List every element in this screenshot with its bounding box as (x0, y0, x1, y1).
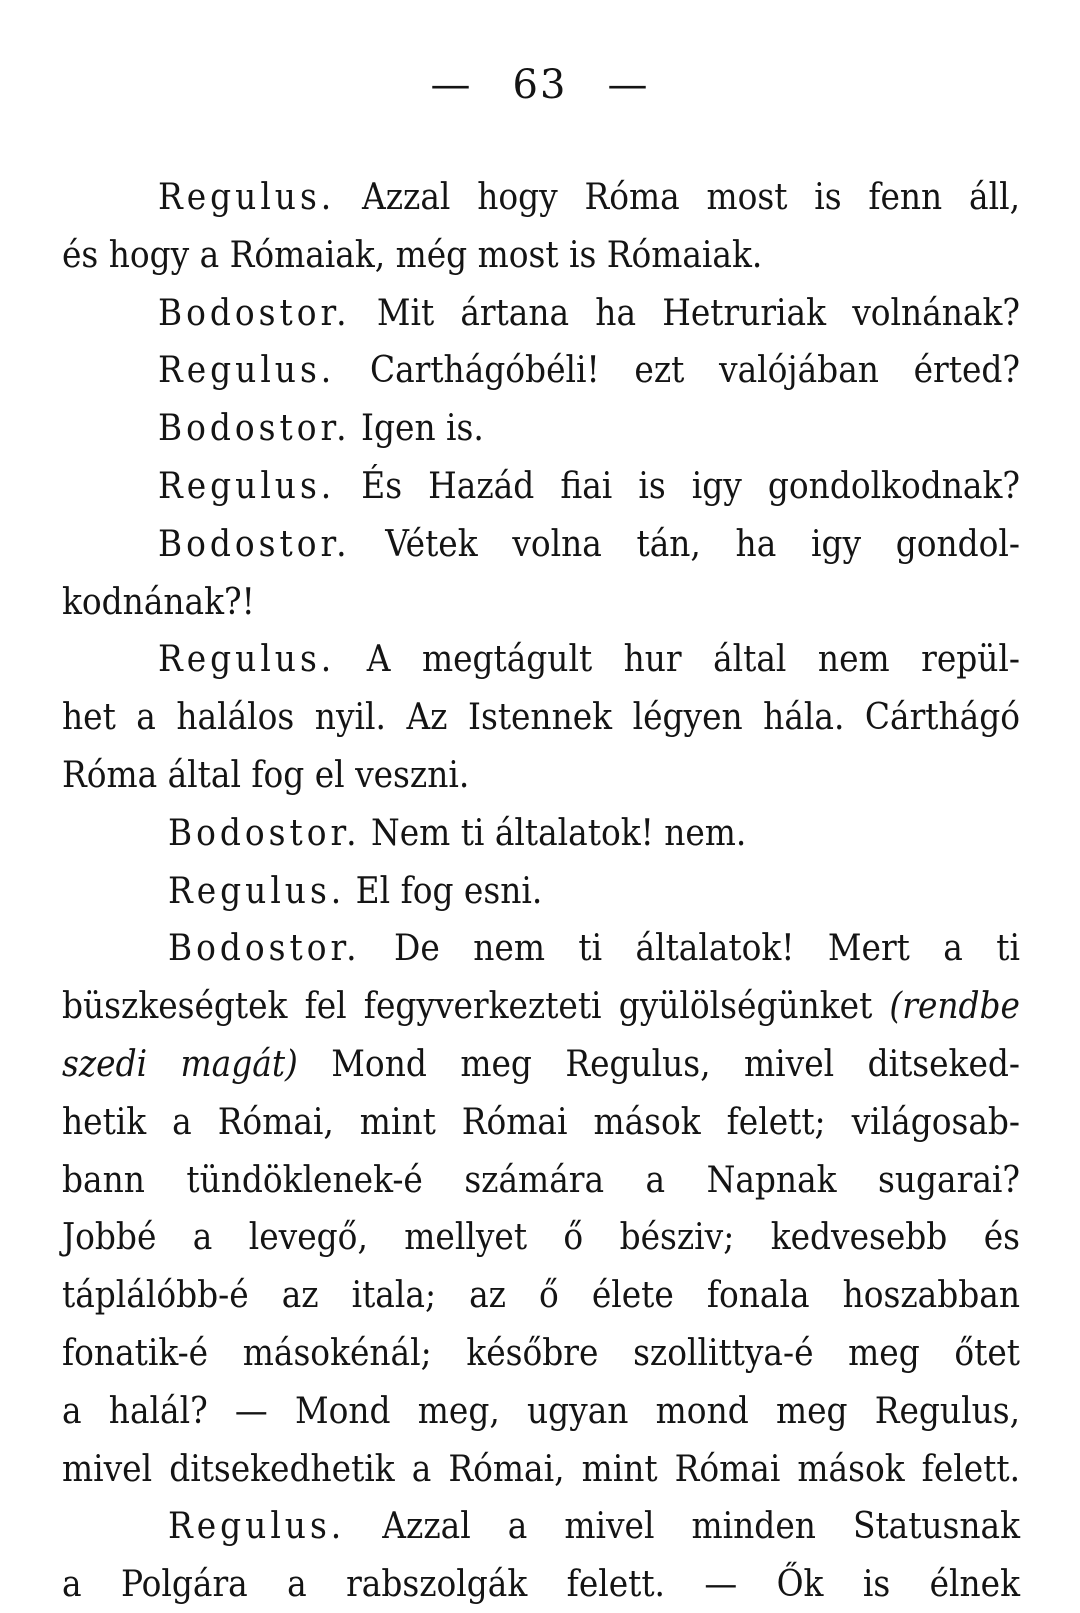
stage-direction: (rendbe (889, 984, 1020, 1028)
line-text: hetik a Római, mint Római mások felett; világosab- (62, 1099, 1020, 1143)
line-text: Róma által fog el veszni. (62, 752, 470, 796)
line-text: fonatik-é másokénál; későbre szollittya-é meg őtet (62, 1330, 1020, 1374)
line-text: Azzal a mivel minden Statusnak (382, 1504, 1020, 1548)
speaker-name: Regulus. (158, 637, 336, 681)
line-text: El fog esni. (355, 868, 543, 912)
text-line (62, 457, 1020, 515)
text-line (62, 1497, 1020, 1555)
line-text: Azzal hogy Róma most is fenn áll, (362, 175, 1020, 218)
text-line (62, 862, 1020, 920)
text-line (62, 515, 1020, 573)
text-line (62, 1555, 1020, 1613)
speaker-name: Bodostor. (168, 810, 361, 854)
line-text: De nem ti általatok! Mert a ti (394, 926, 1020, 970)
line-text: Mond meg Regulus, mivel ditseked- (331, 1041, 1020, 1085)
line-text: Igen is. (361, 406, 484, 450)
text-line (62, 573, 1020, 631)
line-text: bann tündöklenek-é számára a Napnak sugarai? (62, 1157, 1020, 1201)
page-number: 63 (512, 62, 568, 108)
header-dash-left: — (430, 62, 473, 108)
text-line (62, 1208, 1020, 1266)
speaker-name: Regulus. (158, 348, 336, 392)
text-line (62, 399, 1020, 457)
text-line (62, 226, 1020, 284)
line-text: És Hazád fiai is igy gondolkodnak? (361, 463, 1020, 507)
speaker-name: Regulus. (158, 175, 336, 218)
text-line (62, 977, 1020, 1035)
speaker-name: Bodostor. (158, 406, 351, 450)
dialogue-text (62, 168, 1020, 1613)
speaker-name: Bodostor. (168, 926, 361, 970)
line-text: Jobbé a levegő, mellyet ő bésziv; kedvesebb és (62, 1215, 1020, 1259)
line-text: het a halálos nyil. Az Istennek légyen hála. Cárthágó (62, 695, 1020, 739)
line-text: Mit ártana ha Hetruriak volnának? (376, 290, 1020, 334)
text-line (62, 1266, 1020, 1324)
speaker-name: Bodostor. (158, 521, 351, 565)
line-text: Nem ti általatok! nem. (371, 810, 747, 854)
speaker-name: Bodostor. (158, 290, 351, 334)
speaker-name: Regulus. (168, 1504, 346, 1548)
line-text: kodnának?! (62, 579, 255, 623)
line-text: táplálóbb-é az itala; az ő élete fonala hoszabban (62, 1273, 1020, 1317)
text-line (62, 630, 1020, 688)
line-text: a Polgára a rabszolgák felett. — Ők is élnek (62, 1562, 1020, 1606)
text-line (62, 1093, 1020, 1151)
line-text: A megtágult hur által nem repül- (366, 637, 1020, 681)
header-dash-right: — (607, 62, 650, 108)
text-line (62, 688, 1020, 746)
text-line (62, 168, 1020, 226)
line-text: és hogy a Rómaiak, még most is Rómaiak. (62, 232, 763, 276)
text-line (62, 746, 1020, 804)
line-text: Vétek volna tán, ha igy gondol- (385, 521, 1021, 565)
stage-direction: szedi magát) (62, 1041, 298, 1085)
text-line (62, 804, 1020, 862)
text-line (62, 1035, 1020, 1093)
text-line (62, 1324, 1020, 1382)
line-text: a halál? — Mond meg, ugyan mond meg Regulus, (62, 1388, 1020, 1432)
speaker-name: Regulus. (168, 868, 346, 912)
speaker-name: Regulus. (158, 463, 336, 507)
line-text: mivel ditsekedhetik a Római, mint Római mások felett. (62, 1446, 1020, 1490)
text-line (62, 1151, 1020, 1209)
page-number-header (0, 62, 1080, 108)
line-text: Carthágóbéli! ezt valójában érted? (369, 348, 1020, 392)
text-line (62, 341, 1020, 399)
text-line (62, 919, 1020, 977)
text-line (62, 1440, 1020, 1498)
text-line (62, 1382, 1020, 1440)
text-line (62, 284, 1020, 342)
line-text: büszkeségtek fel fegyverkezteti gyülölségünket (62, 984, 873, 1028)
